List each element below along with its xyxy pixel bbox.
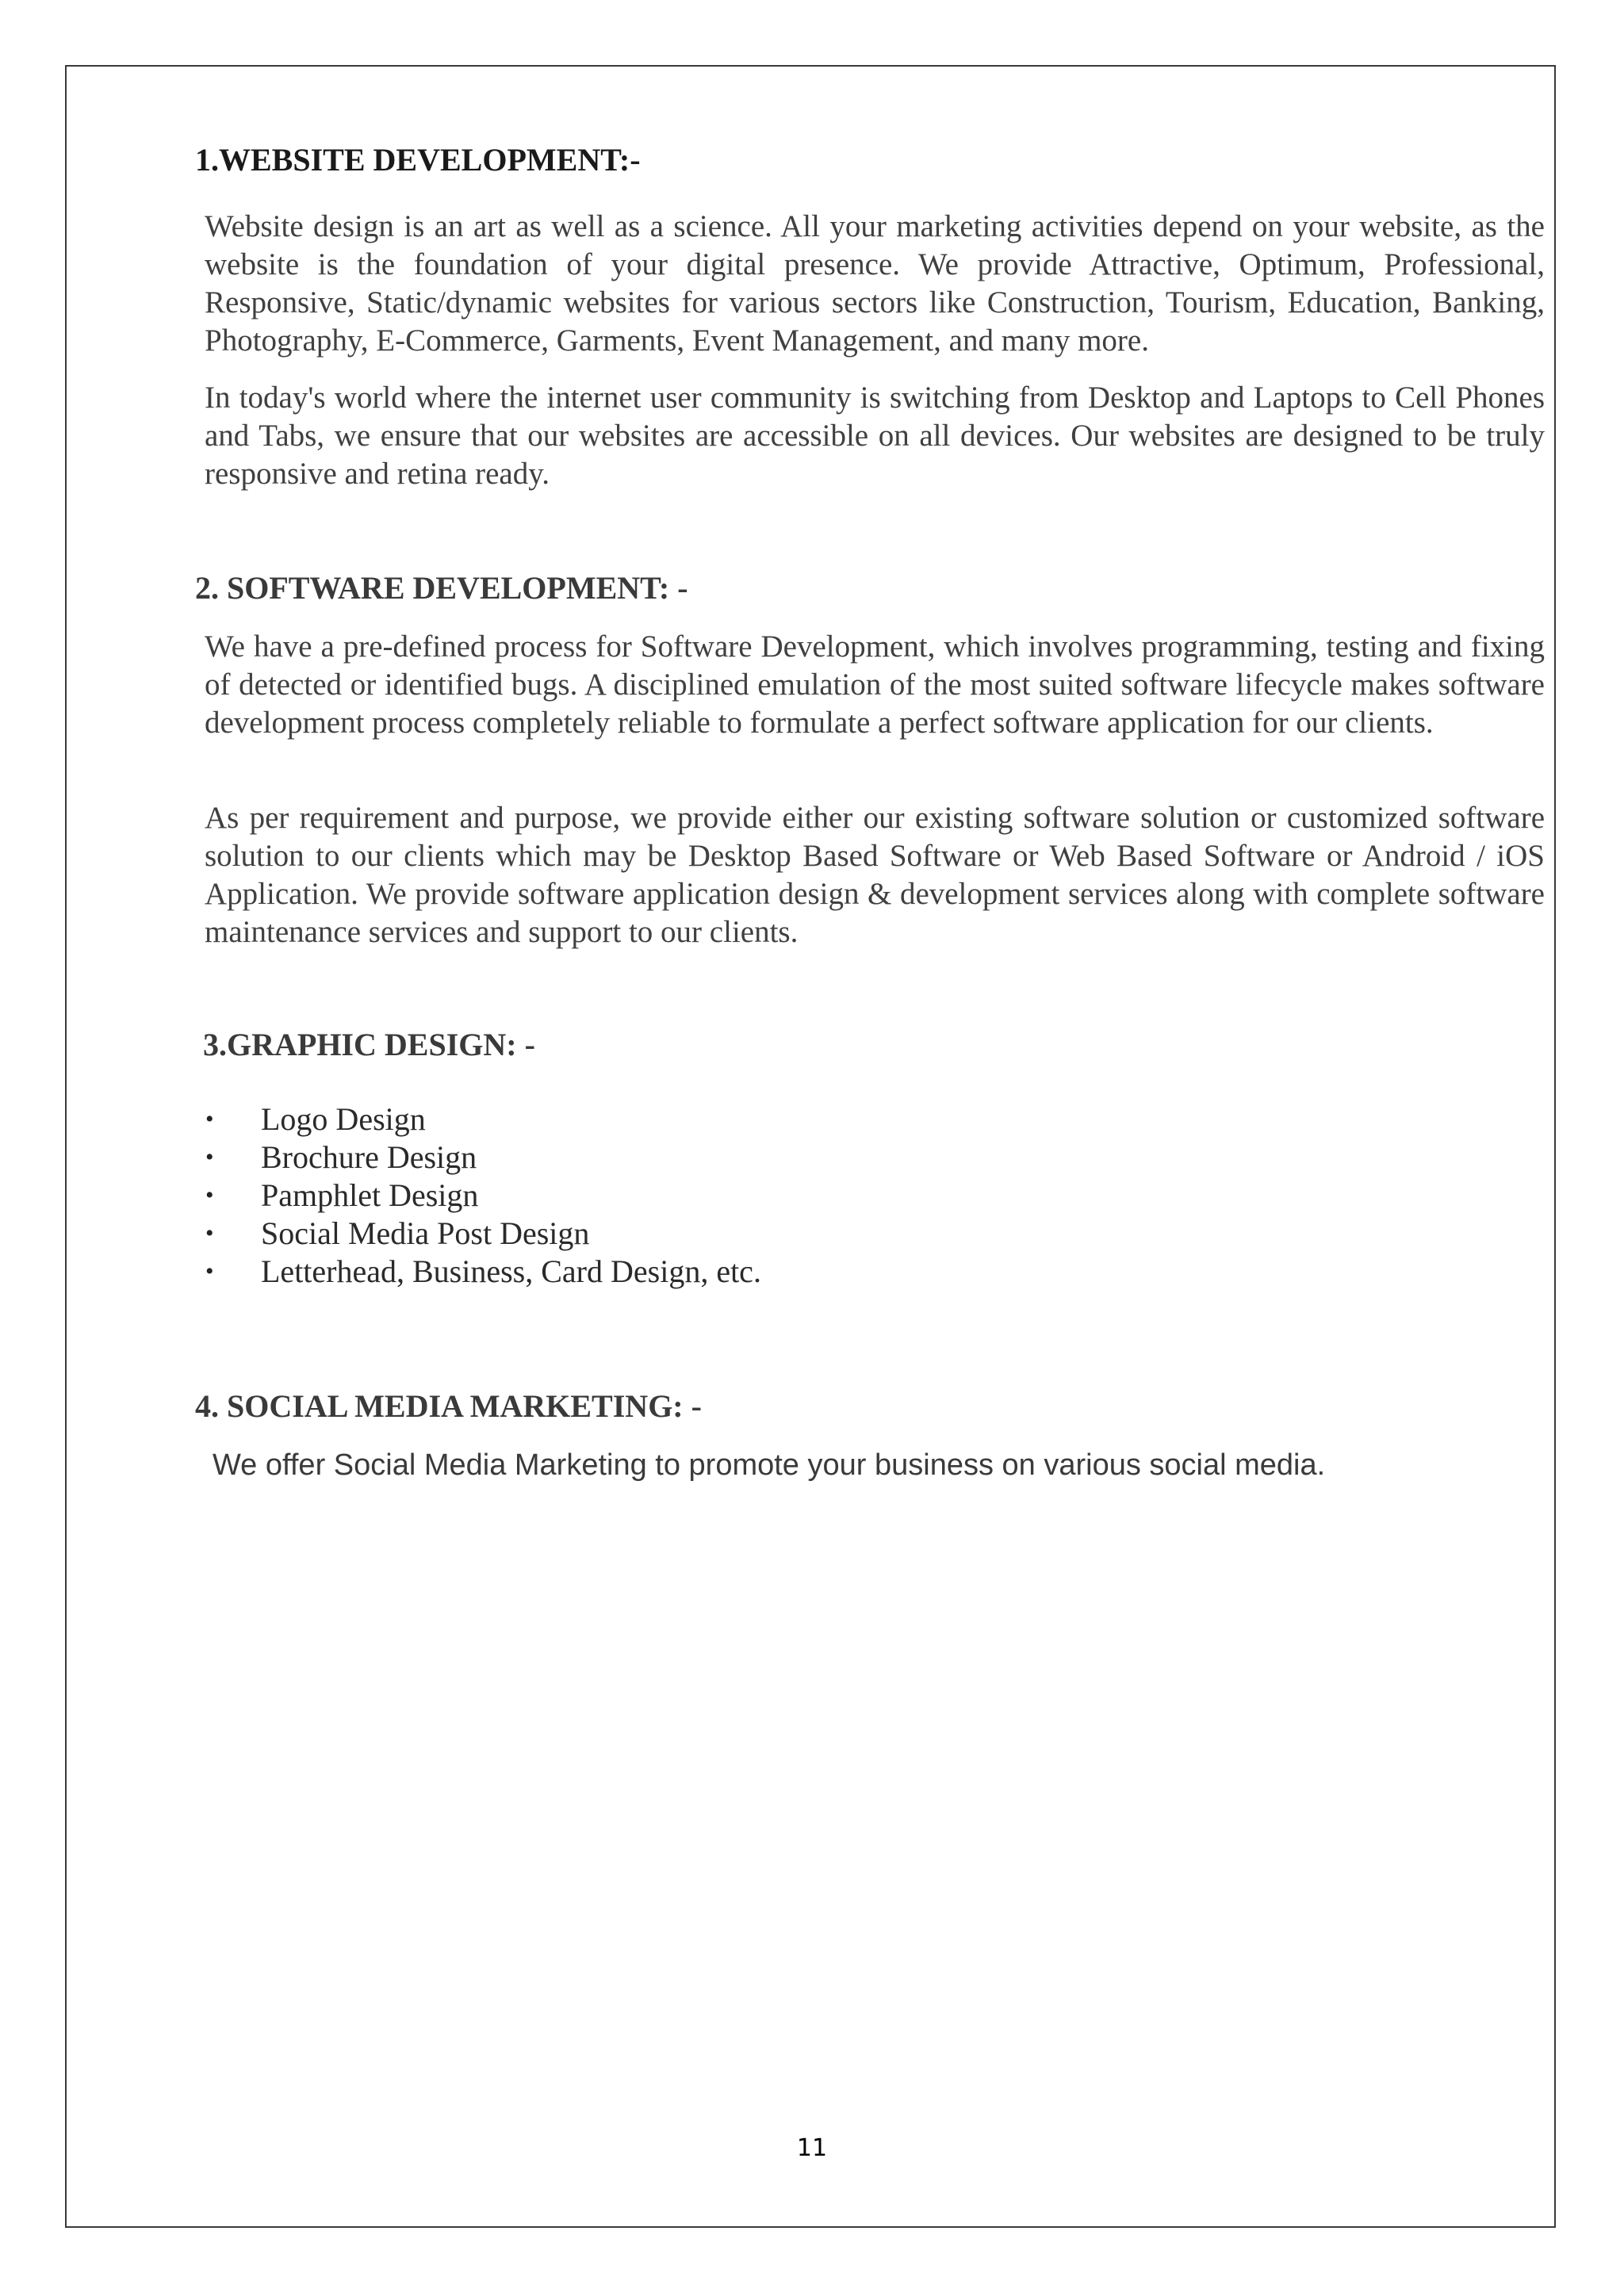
list-item-label: Logo Design xyxy=(261,1101,426,1137)
section-heading-software-development: 2. SOFTWARE DEVELOPMENT: - xyxy=(195,570,688,606)
section-heading-website-development: 1.WEBSITE DEVELOPMENT:- xyxy=(195,142,641,178)
bullet-icon: • xyxy=(205,1258,214,1284)
list-item-label: Brochure Design xyxy=(261,1139,477,1175)
paragraph-social-media: We offer Social Media Marketing to promote your business on various social media. xyxy=(213,1448,1326,1482)
bullet-icon: • xyxy=(205,1182,214,1208)
bullet-icon: • xyxy=(205,1106,214,1132)
list-item-label: Social Media Post Design xyxy=(261,1215,590,1251)
list-item xyxy=(202,1100,761,1138)
list-item xyxy=(202,1215,761,1253)
list-item xyxy=(202,1177,761,1215)
paragraph-software-process: We have a pre-defined process for Software Development, which involves programming, testing and fixing of detected or identified bugs. A disciplined emulation of the most suited software lifecycle makes software development process completely reliable to formulate a perfect software application for our clients. xyxy=(205,629,1545,740)
bullet-icon: • xyxy=(205,1220,214,1246)
list-item xyxy=(202,1253,761,1291)
section-heading-graphic-design: 3.GRAPHIC DESIGN: - xyxy=(203,1027,535,1062)
bullet-icon: • xyxy=(205,1144,214,1170)
list-item-label: Pamphlet Design xyxy=(261,1177,479,1213)
list-item xyxy=(202,1138,761,1177)
paragraph-website-design: Website design is an art as well as a science. All your marketing activities depend on your website, as the website is the foundation of your digital presence. We provide Attractive, Optimum, Professional, Responsive, Static/dynamic websites for various sectors like Construction, Tourism, Education, Banking, Photography, E-Commerce, Garments, Event Management, and many more. xyxy=(205,209,1545,358)
list-item-label: Letterhead, Business, Card Design, etc. xyxy=(261,1253,761,1289)
section-heading-social-media-marketing: 4. SOCIAL MEDIA MARKETING: - xyxy=(195,1388,702,1424)
paragraph-software-solutions: As per requirement and purpose, we provide either our existing software solution or customized software solution to our clients which may be Desktop Based Software or Web Based Software or Android / iOS Application. We provide software application design & development services along with complete software maintenance services and support to our clients. xyxy=(205,801,1545,949)
graphic-design-list xyxy=(202,1100,761,1291)
page-number: 11 xyxy=(796,2134,828,2162)
paragraph-responsive-websites: In today's world where the internet user community is switching from Desktop and Laptops to Cell Phones and Tabs, we ensure that our websites are accessible on all devices. Our websites are designed to be truly responsive and retina ready. xyxy=(205,381,1545,491)
